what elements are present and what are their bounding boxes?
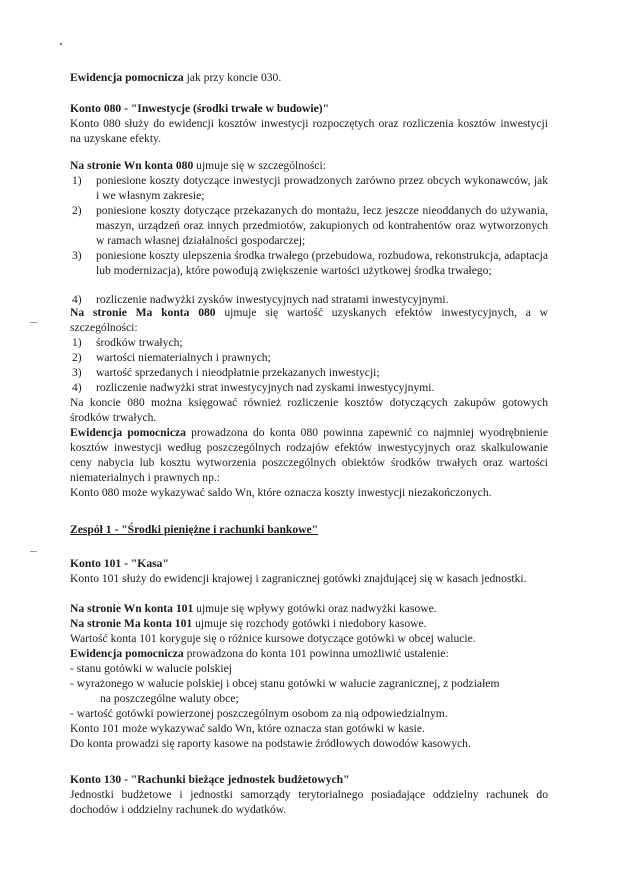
ewidencja-030-line: Ewidencja pomocnicza jak przy koncie 030. [70, 71, 282, 84]
konto-101-ewidencja: Ewidencja pomocnicza prowadzona do konta 101 powinna umożliwić ustalenie: [70, 647, 449, 660]
konto-080-saldo: Konto 080 może wykazywać saldo Wn, które oznacza koszty inwestycji niezakończonych. [70, 486, 492, 499]
zespol-1-heading: Zespół 1 - "Środki pieniężne i rachunki bankowe" [70, 523, 319, 536]
konto-080-wn-item-1: 1) poniesione koszty dotyczące inwestycji prowadzonych zarówno przez obcych wykonawców, jak i we własnym zakresie; [72, 174, 548, 203]
konto-130-intro: Jednostki budżetowe i jednostki samorządy terytorialnego posiadające oddzielny rachunek do dochodów i oddzielny rachunek do wydatków. [70, 788, 548, 817]
konto-101-dash-item-2: - wyrażonego w walucie polskiej i obcej stanu gotówki w walucie zagranicznej, z podziałem na poszczególne waluty obce; [70, 677, 500, 706]
konto-101-dash-item-3: - wartość gotówki powierzonej poszczególnym osobom za nią odpowiedzialnym. [70, 707, 448, 720]
konto-080-ma-item-2: 2) wartości niematerialnych i prawnych; [72, 351, 271, 364]
konto-080-wn-line: Na stronie Wn konta 080 ujmuje się w szczególności: [70, 159, 326, 172]
konto-101-dash-item-1: - stanu gotówki w walucie polskiej [70, 662, 232, 675]
konto-080-wn-item-4: 4) rozliczenie nadwyżki zysków inwestycyjnych nad stratami inwestycyjnymi. [72, 293, 449, 306]
konto-080-wn-item-3: 3) poniesione koszty ulepszenia środka trwałego (przebudowa, rozbudowa, rekonstrukcja, adaptacja lub modernizacja), które powodują zwiększenie wartości użytkowej środka trwałego; [72, 249, 548, 278]
konto-101-saldo: Konto 101 może wykazywać saldo Wn, które oznacza stan gotówki w kasie. [70, 722, 425, 735]
konto-130-heading: Konto 130 - "Rachunki bieżące jednostek budżetowych" [70, 773, 350, 786]
konto-101-raporty: Do konta prowadzi się raporty kasowe na podstawie źródłowych dowodów kasowych. [70, 737, 471, 750]
konto-101-heading: Konto 101 - "Kasa" [70, 557, 169, 570]
konto-080-ma-item-1: 1) środków trwałych; [72, 336, 183, 349]
konto-080-ma-line: Na stronie Ma konta 080 ujmuje się wartość uzyskanych efektów inwestycyjnych, a w szczególności: [70, 306, 549, 335]
konto-101-ma-line: Na stronie Ma konta 101 ujmuje się rozchody gotówki i niedobory kasowe. [70, 617, 427, 630]
konto-101-intro: Konto 101 służy do ewidencji krajowej i zagranicznej gotówki znajdującej się w kasach jednostki. [70, 572, 527, 585]
konto-080-ma-item-4: 4) rozliczenie nadwyżki strat inwestycyjnych nad zyskami inwestycyjnymi. [72, 381, 435, 394]
scan-mark-punch-1 [30, 322, 37, 323]
konto-101-waluta: Wartość konta 101 koryguje się o różnice kursowe dotyczące gotówki w obcej walucie. [70, 632, 476, 645]
konto-080-ewidencja: Ewidencja pomocnicza prowadzona do konta 080 powinna zapewnić co najmniej wyodrębnienie kosztów inwestycji według poszczególnych rodzajów efektów inwestycyjnych oraz skalkulowanie ceny nabycia lub kosztu wytworzenia poszczególnych obiektów środków trwałych oraz wartości niematerialnych i prawnych np.: [70, 426, 548, 485]
konto-080-ma-item-3: 3) wartość sprzedanych i nieodpłatnie przekazanych inwestycji; [72, 366, 380, 379]
konto-080-note: Na koncie 080 można księgować również rozliczenie kosztów dotyczących zakupów gotowych środków trwałych. [70, 396, 548, 425]
scan-mark-top [60, 43, 62, 45]
konto-080-intro: Konto 080 służy do ewidencji kosztów inwestycji rozpoczętych oraz rozliczenia kosztów inwestycji na uzyskane efekty. [70, 117, 548, 146]
konto-080-heading: Konto 080 - "Inwestycje (środki trwałe w budowie)" [70, 102, 330, 115]
konto-080-wn-item-2: 2) poniesione koszty dotyczące przekazanych do montażu, lecz jeszcze nieoddanych do używania, maszyn, urządzeń oraz innych przedmiotów, zakupionych od kontrahentów oraz wytworzonych w ramach własnej działalności gospodarczej; [72, 204, 548, 248]
scan-mark-punch-2 [30, 551, 37, 552]
konto-101-wn-line: Na stronie Wn konta 101 ujmuje się wpływy gotówki oraz nadwyżki kasowe. [70, 602, 437, 615]
